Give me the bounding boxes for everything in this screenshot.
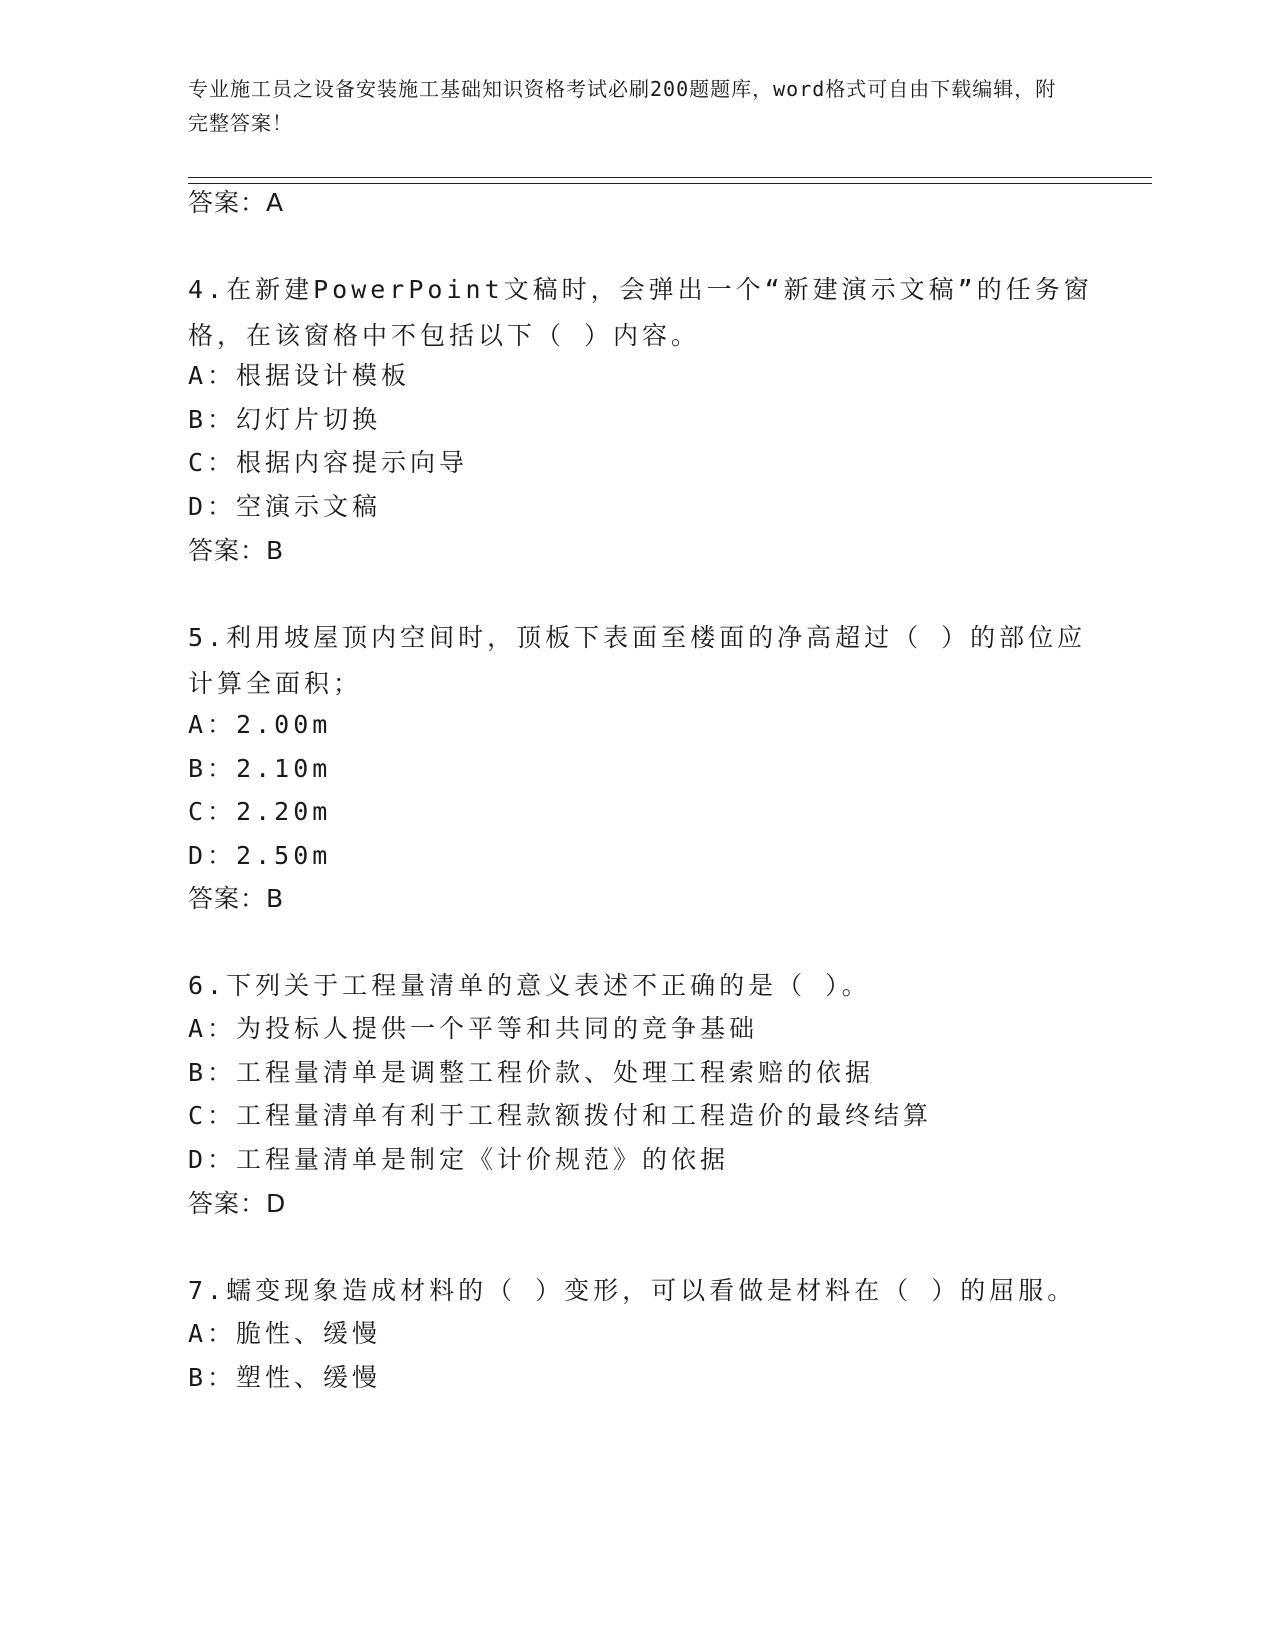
question-7-stem-line-1: 7.蠕变现象造成材料的（ ）变形，可以看做是材料在（ ）的屈服。: [188, 1276, 1077, 1305]
question-5-option-d: D：2.50m: [188, 841, 332, 870]
question-6-option-a: A：为投标人提供一个平等和共同的竞争基础: [188, 1014, 759, 1043]
answer-q4: 答案：B: [188, 536, 285, 565]
document-header: 专业施工员之设备安装施工基础知识资格考试必刷200题题库，word格式可自由下载编辑，附完整答案！: [188, 77, 1057, 135]
question-7-option-a: A：脆性、缓慢: [188, 1319, 382, 1348]
header-divider-bottom: [188, 183, 1152, 184]
question-4-stem-line-1: 4.在新建PowerPoint文稿时，会弹出一个“新建演示文稿”的任务窗: [188, 275, 1093, 304]
question-4-stem: [188, 273, 1093, 365]
question-4-option-a: A：根据设计模板: [188, 361, 411, 390]
question-5-option-c: C：2.20m: [188, 797, 332, 826]
question-5-option-a: A：2.00m: [188, 710, 332, 739]
question-4-option-c: C：根据内容提示向导: [188, 448, 469, 477]
question-5-stem: [188, 621, 1086, 713]
question-5-option-b: B：2.10m: [188, 754, 332, 783]
question-4-stem-line-2: 格，在该窗格中不包括以下（ ）内容。: [188, 321, 701, 350]
question-6-stem-line-1: 6.下列关于工程量清单的意义表述不正确的是（ ）。: [188, 971, 871, 1000]
question-7-stem: [188, 1274, 1076, 1320]
question-6-stem: [188, 969, 871, 1015]
question-7-option-b: B：塑性、缓慢: [188, 1363, 382, 1392]
question-6-option-c: C：工程量清单有利于工程款额拨付和工程造价的最终结算: [188, 1101, 933, 1130]
answer-q3: 答案：A: [188, 188, 285, 217]
answer-q5: 答案：B: [188, 884, 285, 913]
question-5-stem-line-1: 5.利用坡屋顶内空间时，顶板下表面至楼面的净高超过（ ）的部位应: [188, 623, 1087, 652]
answer-q6: 答案：D: [188, 1189, 287, 1218]
question-5-stem-line-2: 计算全面积；: [188, 669, 363, 698]
question-6-option-b: B：工程量清单是调整工程价款、处理工程索赔的依据: [188, 1058, 875, 1087]
question-4-option-d: D：空演示文稿: [188, 492, 382, 521]
header-divider-top: [188, 177, 1152, 178]
question-4-option-b: B：幻灯片切换: [188, 405, 382, 434]
question-6-option-d: D：工程量清单是制定《计价规范》的依据: [188, 1145, 730, 1174]
